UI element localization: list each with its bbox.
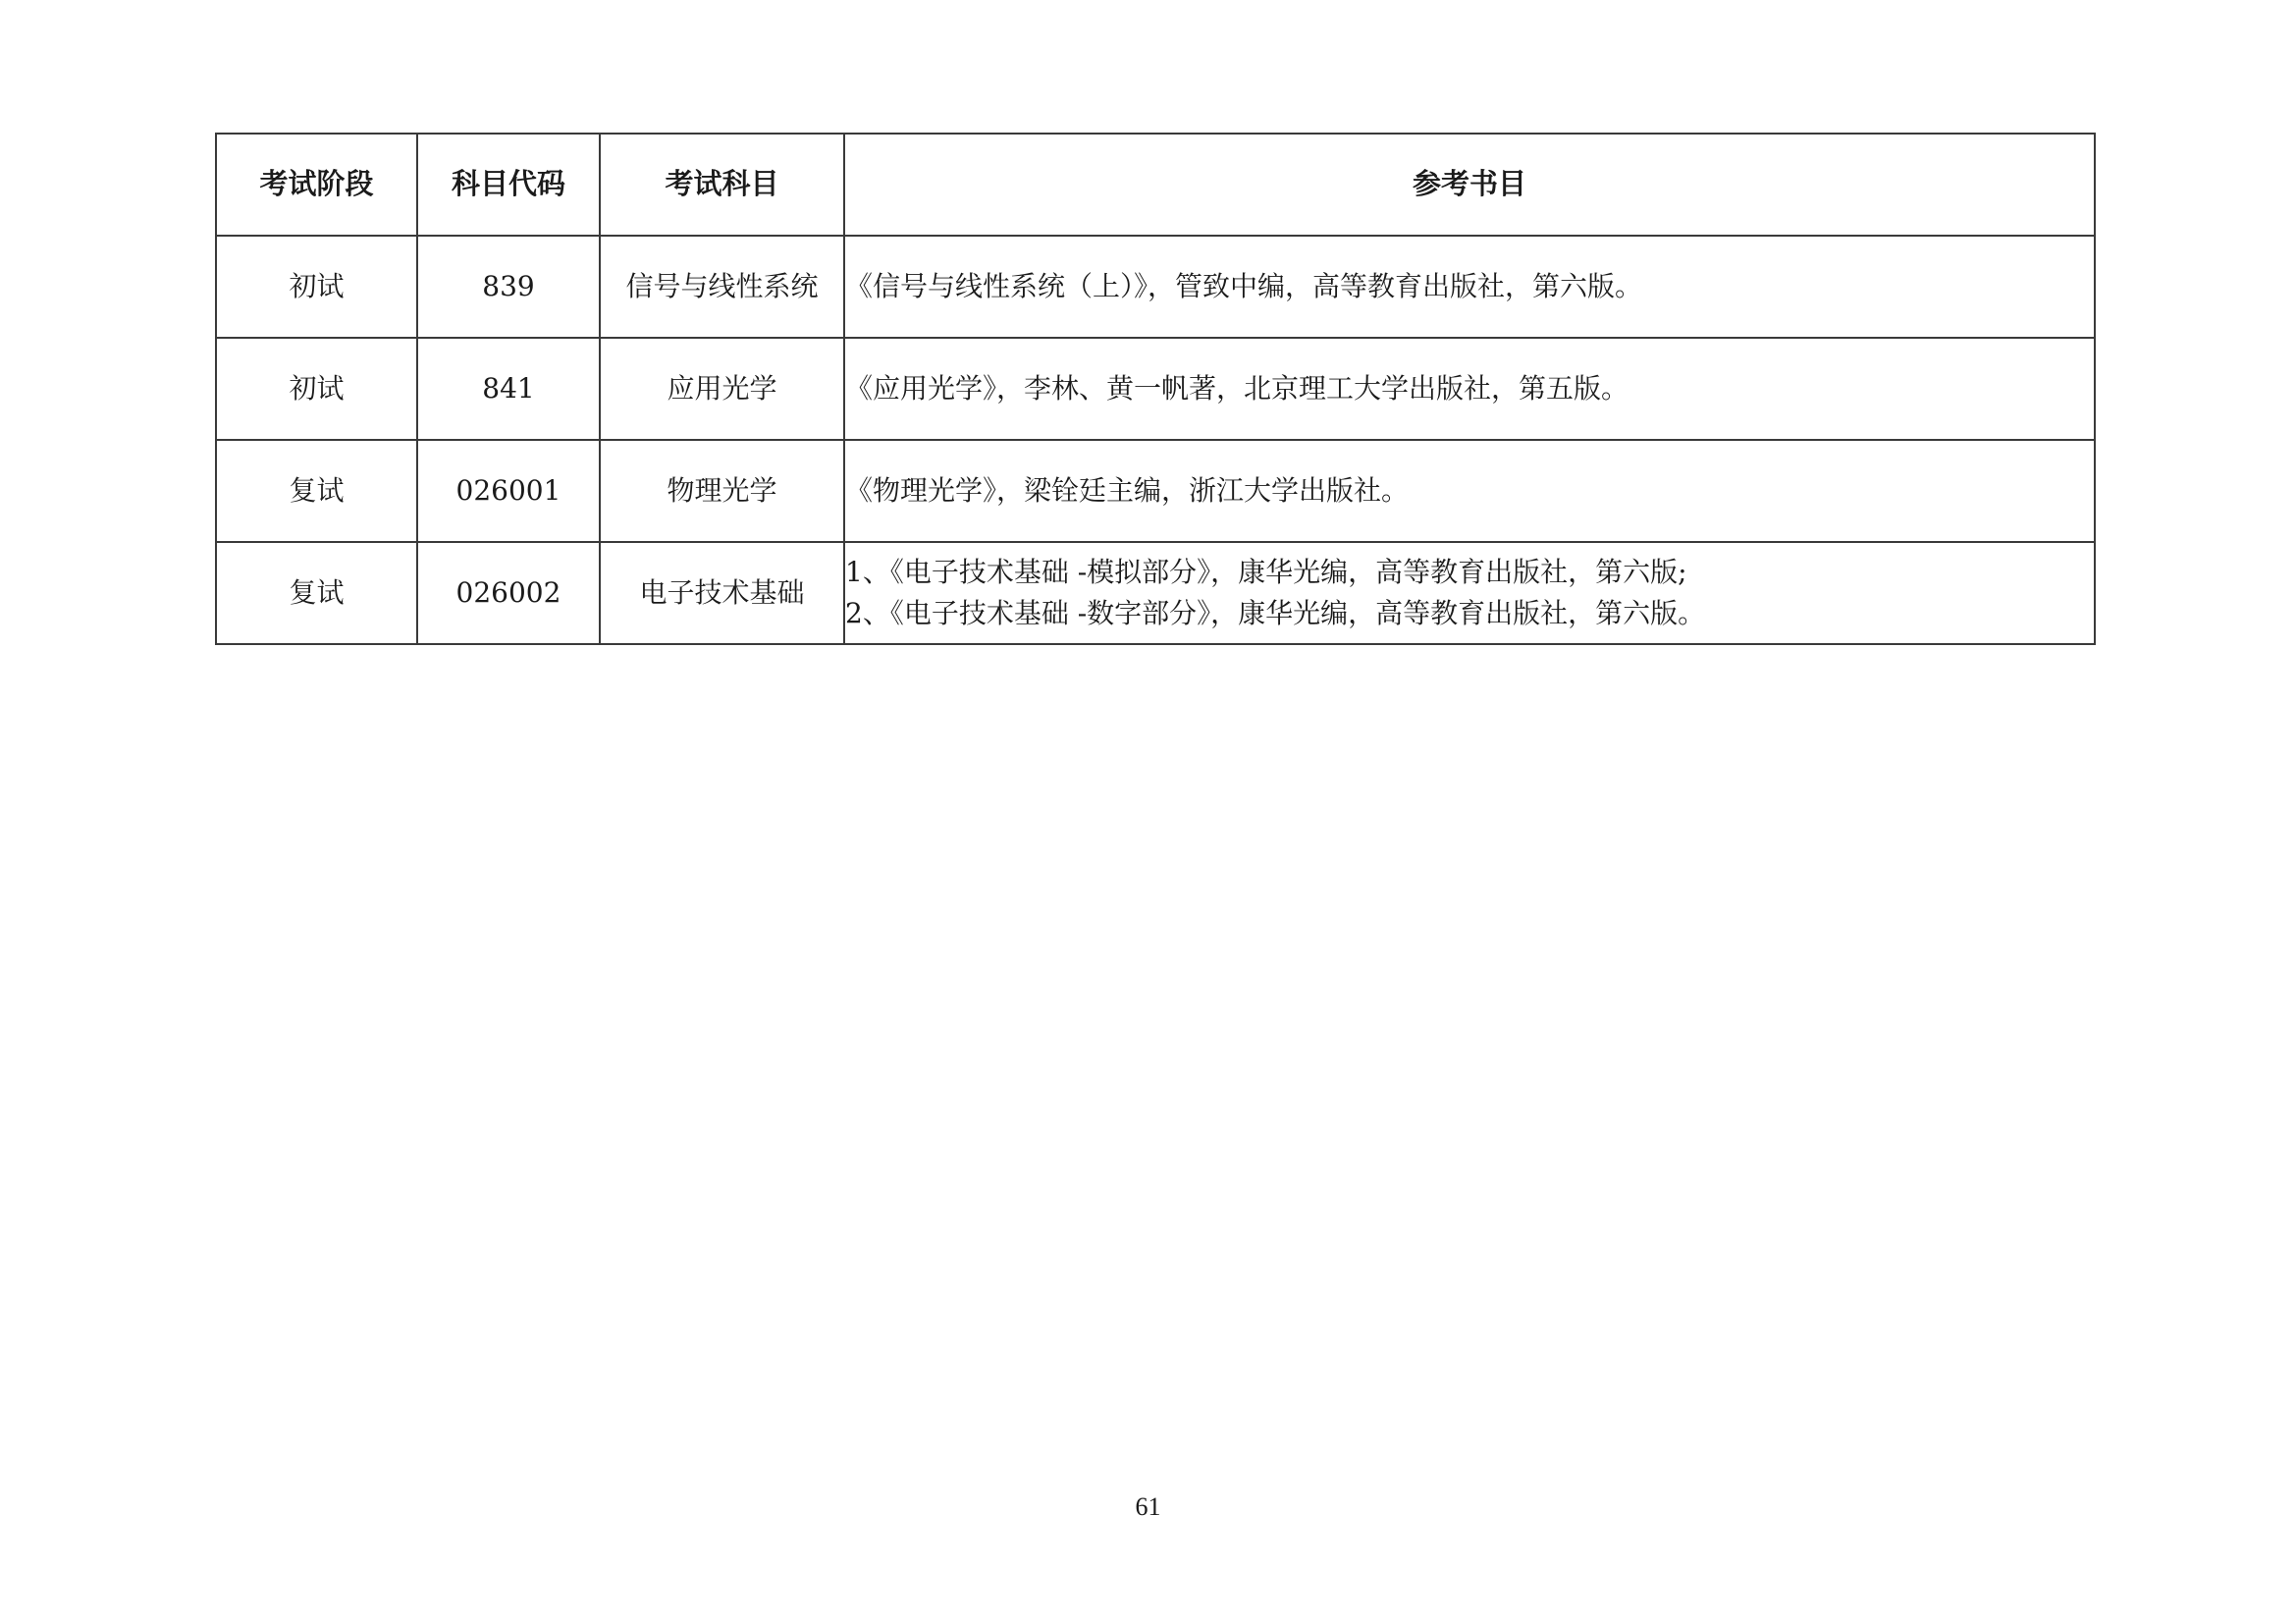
table-row [216, 338, 2095, 440]
cell-exam-subject: 应用光学 [600, 338, 844, 440]
cell-reference-books [844, 542, 2095, 644]
cell-reference-books [844, 236, 2095, 338]
table-row [216, 440, 2095, 542]
cell-subject-code: 026002 [417, 542, 600, 644]
reference-line: 2、《电子技术基础 -数字部分》，康华光编，高等教育出版社，第六版。 [845, 597, 1706, 629]
cell-exam-subject: 电子技术基础 [600, 542, 844, 644]
reference-line: 《物理光学》，梁铨廷主编，浙江大学出版社。 [845, 474, 1410, 507]
header-exam-subject: 考试科目 [600, 134, 844, 236]
cell-exam-stage: 初试 [216, 338, 417, 440]
cell-exam-subject: 信号与线性系统 [600, 236, 844, 338]
cell-exam-stage: 复试 [216, 440, 417, 542]
table-row [216, 236, 2095, 338]
page-number: 61 [1135, 1492, 1161, 1521]
cell-exam-stage: 复试 [216, 542, 417, 644]
header-exam-stage: 考试阶段 [216, 134, 417, 236]
reference-line: 《应用光学》，李林、黄一帆著，北京理工大学出版社，第五版。 [845, 372, 1629, 405]
reference-line: 《信号与线性系统（上）》，管致中编，高等教育出版社，第六版。 [845, 270, 1643, 302]
exam-reference-table [215, 133, 2096, 645]
cell-reference-books [844, 338, 2095, 440]
header-reference-books: 参考书目 [844, 134, 2095, 236]
cell-subject-code: 841 [417, 338, 600, 440]
table-row [216, 542, 2095, 644]
header-subject-code: 科目代码 [417, 134, 600, 236]
cell-reference-books [844, 440, 2095, 542]
cell-subject-code: 026001 [417, 440, 600, 542]
cell-exam-subject: 物理光学 [600, 440, 844, 542]
cell-subject-code: 839 [417, 236, 600, 338]
table-header-row [216, 134, 2095, 236]
reference-line: 1、《电子技术基础 -模拟部分》，康华光编，高等教育出版社，第六版; [845, 556, 1687, 588]
cell-exam-stage: 初试 [216, 236, 417, 338]
